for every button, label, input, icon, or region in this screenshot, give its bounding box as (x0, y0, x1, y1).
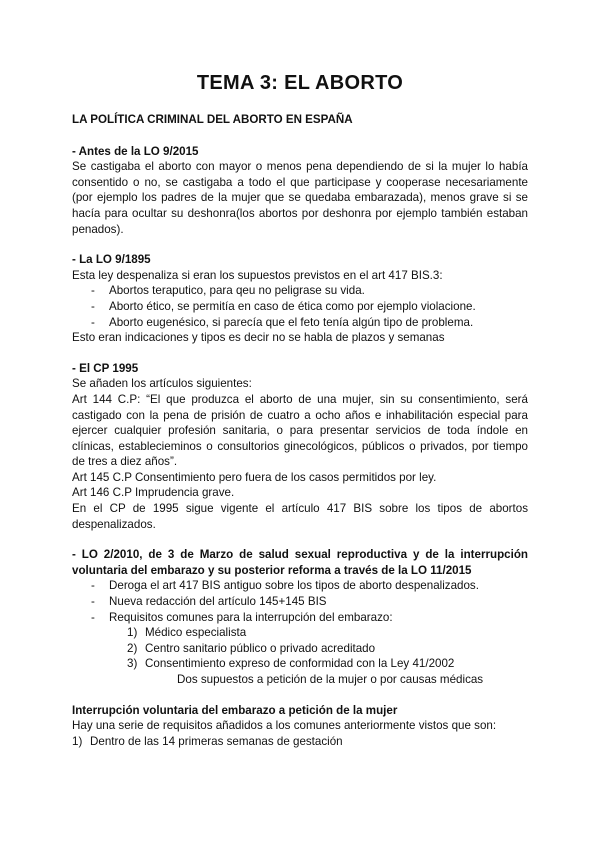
list-item: - Abortos teraputico, para qeu no peligrase su vida. (72, 283, 528, 299)
numbered-list-requisitos-adicionales (72, 734, 528, 750)
list-item-text: Centro sanitario público o privado acreditado (145, 641, 376, 655)
bullet-list-lo-2-2010 (72, 578, 528, 625)
list-item: - Requisitos comunes para la interrupción del embarazo: (72, 610, 528, 626)
list-item (72, 656, 528, 672)
list-item-text: Consentimiento expreso de conformidad con la Ley 41/2002 (145, 657, 455, 671)
list-number: 1) (127, 626, 138, 640)
list-item-text: Médico especialista (145, 626, 247, 640)
paragraph-lo-9-1895-outro: Esto eran indicaciones y tipos es decir no se habla de plazos y semanas (72, 331, 445, 345)
page-title: TEMA 3: EL ABORTO (196, 72, 404, 94)
paragraph-interrupcion-intro: Hay una serie de requisitos añadidos a los comunes anteriormente vistos que son: (72, 719, 497, 733)
numbered-list-requisitos (72, 625, 528, 672)
list-item (72, 641, 528, 657)
paragraph-art-145: Art 145 C.P Consentimiento pero fuera de los casos permitidos por ley. (72, 470, 437, 484)
paragraph-dos-supuestos: Dos supuestos a petición de la mujer o por causas médicas (177, 673, 484, 686)
heading-cp-1995: - El CP 1995 (72, 361, 139, 375)
document-body (72, 112, 528, 749)
paragraph-lo-9-1895-intro: Esta ley despenaliza si eran los supuestos previstos en el art 417 BIS.3: (72, 268, 443, 282)
heading-antes-lo-9-2015: - Antes de la LO 9/2015 (72, 144, 199, 158)
heading-lo-9-1895: - La LO 9/1895 (72, 253, 151, 267)
paragraph-antes-lo: Se castigaba el aborto con mayor o menos pena dependiendo de si la mujer lo había consentido o no, se castigaba a todo el que participase y cooperase necesariamente (por ejemplo los padres de la mujer que se quedaba embarazada), menos grave si se hacía para ocultar su deshonra(los abortos por deshonra por ejemplo también estaban penados). (72, 160, 528, 236)
heading-interrupcion-voluntaria: Interrupción voluntaria del embarazo a petición de la mujer (72, 703, 398, 717)
heading-lo-2-2010: - LO 2/2010, de 3 de Marzo de salud sexual reproductiva y de la interrupción voluntaria del embarazo y su posterior reforma a través de la LO 11/2015 (72, 548, 528, 577)
list-item (72, 625, 528, 641)
list-number: 1) (72, 734, 83, 748)
section-title: LA POLÍTICA CRIMINAL DEL ABORTO EN ESPAÑA (72, 113, 353, 126)
list-item: - Aborto eugenésico, si parecía que el feto tenía algún tipo de problema. (72, 315, 528, 331)
list-item: - Nueva redacción del artículo 145+145 BIS (72, 594, 528, 610)
paragraph-cp-1995-intro: Se añaden los artículos siguientes: (72, 377, 252, 391)
list-number: 3) (127, 657, 138, 671)
paragraph-cp-1995-outro: En el CP de 1995 sigue vigente el artículo 417 BIS sobre los tipos de abortos despenalizados. (72, 502, 528, 531)
paragraph-art-144: Art 144 C.P: “El que produzca el aborto de una mujer, sin su consentimiento, será castigado con la pena de prisión de cuatro a ocho años e inhabilitación especial para ejercer cualquier profesión sanitaria, o para presentar servicios de toda índole en clínicas, establecieminos o consultorios ginecológicos, públicos o privados, por tiempo de tres a diez años”. (72, 392, 528, 469)
list-number: 2) (127, 641, 138, 655)
paragraph-art-146: Art 146 C.P Imprudencia grave. (72, 486, 235, 500)
list-item: - Deroga el art 417 BIS antiguo sobre los tipos de aborto despenalizados. (72, 578, 528, 594)
bullet-list-supuestos (72, 283, 528, 330)
list-item (72, 734, 528, 750)
list-item: - Aborto ético, se permitía en caso de ética como por ejemplo violacione. (72, 299, 528, 315)
list-item-text: Dentro de las 14 primeras semanas de gestación (90, 734, 343, 748)
